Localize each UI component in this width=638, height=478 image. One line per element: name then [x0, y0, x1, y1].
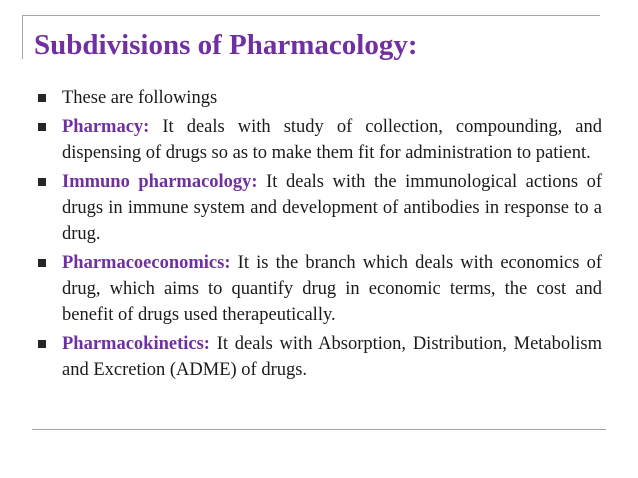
bullet-text: [62, 85, 602, 111]
bullet-item-pharmacokinetics: [36, 331, 602, 383]
bullet-term: Pharmacy:: [62, 117, 150, 137]
square-bullet-icon: [36, 250, 62, 276]
bullet-text: [62, 169, 602, 247]
slide-title: Subdivisions of Pharmacology:: [34, 29, 418, 61]
bullet-term: Pharmacokinetics:: [62, 334, 210, 354]
square-bullet-icon: [36, 331, 62, 357]
bullet-term: Pharmacoeconomics:: [62, 253, 231, 273]
bullet-item-immuno-pharmacology: [36, 169, 602, 247]
top-border-line: [22, 15, 600, 16]
bullet-description: It is the branch which deals with economics of drug, which aims to quantify drug in economic terms, the cost and benefit of drugs used therapeutically.: [62, 253, 602, 325]
bullet-list: [36, 85, 602, 386]
bullet-item-intro: [36, 85, 602, 111]
bullet-description: It deals with the immunological actions of drugs in immune system and development of antibodies in response to a drug.: [62, 172, 602, 244]
bullet-description: It deals with study of collection, compounding, and dispensing of drugs so as to make them fit for administration to patient.: [62, 117, 602, 163]
square-bullet-icon: [36, 114, 62, 140]
bottom-border-line: [32, 429, 606, 430]
bullet-description: These are followings: [62, 88, 218, 108]
bullet-text: [62, 331, 602, 383]
bullet-term: Immuno pharmacology:: [62, 172, 258, 192]
bullet-item-pharmacoeconomics: [36, 250, 602, 328]
bullet-item-pharmacy: [36, 114, 602, 166]
bullet-text: [62, 114, 602, 166]
left-border-line: [22, 15, 23, 59]
bullet-description: It deals with Absorption, Distribution, Metabolism and Excretion (ADME) of drugs.: [62, 334, 602, 380]
square-bullet-icon: [36, 85, 62, 111]
bullet-text: [62, 250, 602, 328]
square-bullet-icon: [36, 169, 62, 195]
